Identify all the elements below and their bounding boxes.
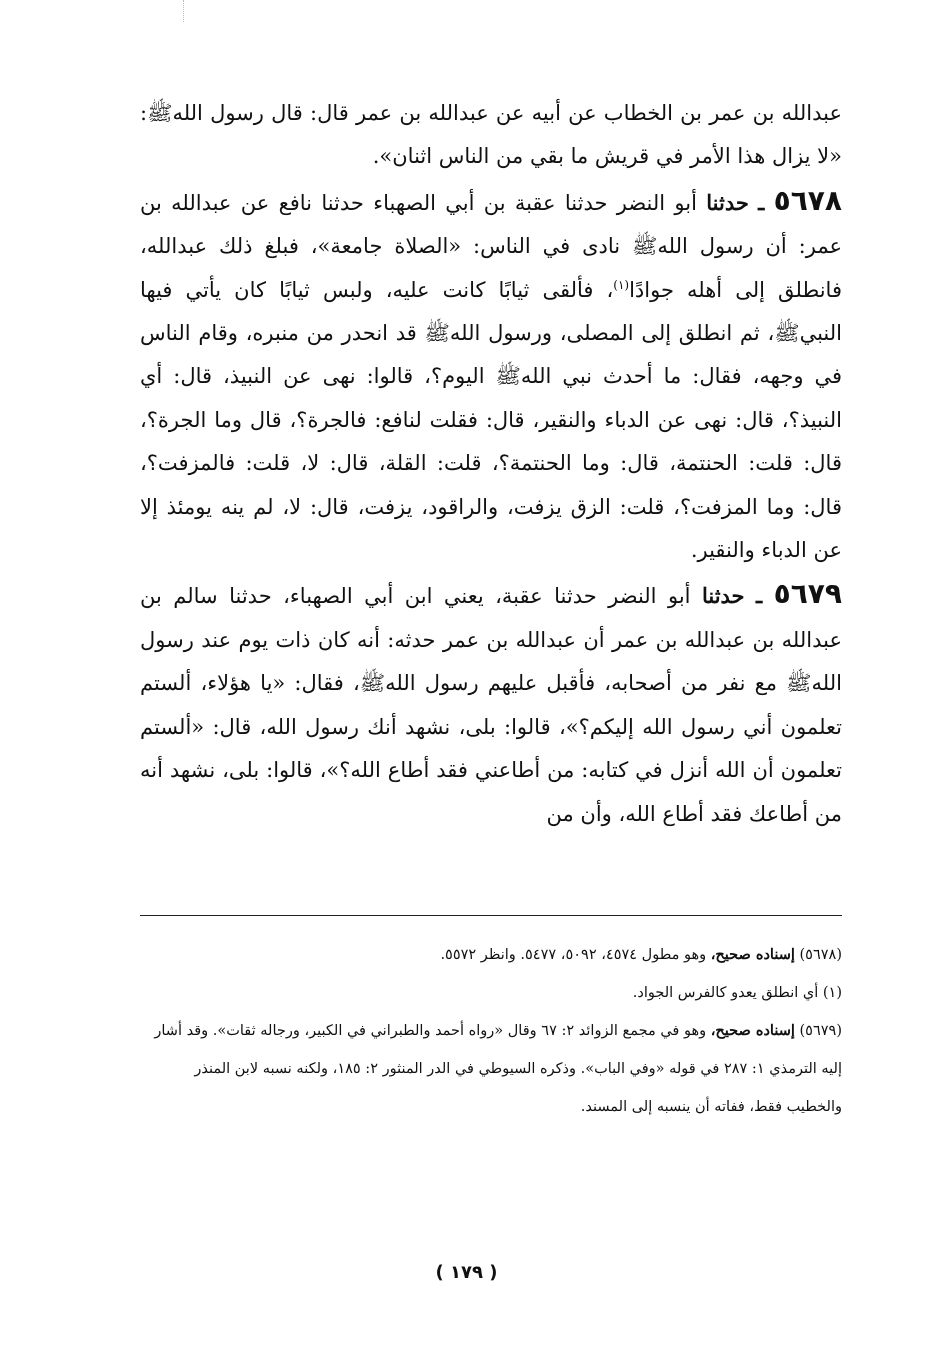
footnote-verdict: إسناده صحيح،	[710, 946, 795, 963]
hadith-number: ٥٦٧٨	[773, 183, 842, 217]
hadith-5679	[140, 572, 842, 835]
hadith-5678	[140, 179, 842, 573]
footnote-text: وهو في مجمع الزوائد ٢: ٦٧ وقال «رواه أحمد والطبراني في الكبير، ورجاله ثقات». وقد أشار إليه الترمذي ١: ٢٨٧ في قوله «وفي الباب». وذكره السيوطي في الدر المنثور ٢: ١٨٥، ولكنه نسبه لابن المنذر والخطيب فقط، ففاته أن ينسبه إلى المسند.	[154, 1023, 842, 1115]
footnote-text: وهو مطول ٤٥٧٤، ٥٠٩٢، ٥٤٧٧. وانظر ٥٥٧٢.	[440, 947, 707, 963]
footnote-label: (١)	[822, 985, 842, 1001]
hadith-text: أبو النضر حدثنا عقبة، يعني ابن أبي الصهباء، حدثنا سالم بن عبدالله بن عبدالله بن عمر أن عبدالله بن عمر حدثه: أنه كان ذات يوم عند رسول اللهﷺ مع نفر من أصحابه، فأقبل عليهم رسول اللهﷺ، فقال: «يا هؤلاء، ألستم تعلمون أني رسول الله إليكم؟»، قالوا: بلى، نشهد أنك رسول الله، قال: «ألستم تعلمون أن الله أنزل في كتابه: من أطاعني فقد أطاع الله؟»، قالوا: بلى، نشهد أنه من أطاعك فقد أطاع الله، وأن من	[140, 584, 842, 826]
main-text	[140, 92, 842, 836]
paragraph-continuation	[140, 92, 842, 179]
footnote-divider	[140, 915, 842, 916]
footnote-5678	[140, 936, 842, 974]
hadith-text-part-a: أبو النضر حدثنا عقبة بن أبي الصهباء حدثنا نافع عن عبدالله بن عمر: أن رسول اللهﷺ نادى في الناس: «الصلاة جامعة»، فبلغ ذلك عبدالله، فانطلق إلى أهله جوادًا	[140, 190, 842, 302]
hadith-dash: ـ	[758, 189, 765, 215]
fold-mark	[183, 0, 185, 22]
hadith-number: ٥٦٧٩	[773, 577, 842, 611]
hadith-keyword: حدثنا	[706, 189, 749, 215]
paragraph-text: عبدالله بن عمر بن الخطاب عن أبيه عن عبدالله بن عمر قال: قال رسول اللهﷺ: «لا يزال هذا الأمر في قريش ما بقي من الناس اثنان».	[140, 101, 842, 169]
footnotes	[140, 936, 842, 1126]
footnote-text: أي انطلق يعدو كالفرس الجواد.	[632, 985, 819, 1001]
footnote-1	[140, 974, 842, 1012]
footnote-label: (٥٦٧٩)	[799, 1023, 842, 1039]
hadith-dash: ـ	[756, 583, 763, 609]
footnote-5679	[140, 1012, 842, 1126]
footnote-verdict: إسناده صحيح،	[710, 1022, 795, 1039]
hadith-text-part-b: ، فألقى ثيابًا كانت عليه، ولبس ثيابًا كان يأتي فيها النبيﷺ، ثم انطلق إلى المصلى، ورسول اللهﷺ قد انحدر من منبره، وقام الناس في وجهه، فقال: ما أحدث نبي اللهﷺ اليوم؟، قالوا: نهى عن النبيذ، قال: أي النبيذ؟، قال: نهى عن الدباء والنقير، قال: فقلت لنافع: فالجرة؟، قال وما الجرة؟، قال: قلت: الحنتمة، قال: وما الحنتمة؟، قلت: القلة، قال: لا، قلت: فالمزفت؟، قال: وما المزفت؟، قلت: الزق يزفت، والراقود، يزفت، قال: لا، لم ينه يومئذ إلا عن الدباء والنقير.	[140, 277, 842, 563]
page-number: ( ١٧٩ )	[435, 1262, 498, 1283]
footnote-reference: (١)	[613, 277, 630, 292]
hadith-keyword: حدثنا	[701, 583, 745, 609]
footnote-label: (٥٦٧٨)	[799, 947, 842, 963]
